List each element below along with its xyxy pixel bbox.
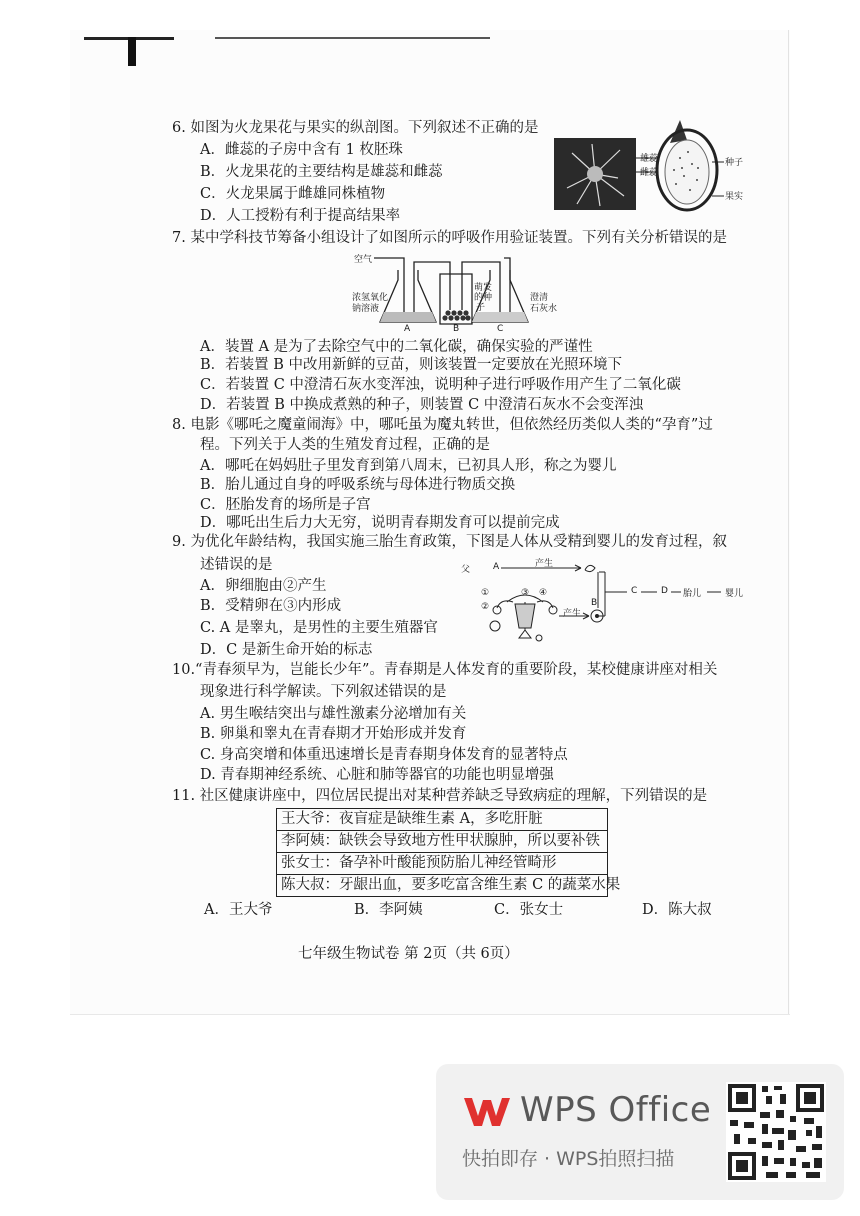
question-7-option-b: B．若装置 B 中改用新鲜的豆苗，则该装置一定要放在光照环境下 (200, 357, 623, 373)
label-device-c: C (497, 324, 504, 334)
wps-subtitle: 快拍即存 · WPS拍照扫描 (462, 1148, 675, 1170)
question-8-stem-2: 程。下列关于人类的生殖发育过程，正确的是 (200, 437, 490, 453)
question-8-option-c: C．胚胎发育的场所是子宫 (200, 497, 371, 513)
label-naoh-2: 钠溶液 (352, 304, 380, 314)
table-row: 陈大叔：牙龈出血，要多吃富含维生素 C 的蔬菜水果 (277, 874, 607, 896)
label-device-b: B (453, 324, 460, 334)
label-c: C (631, 586, 638, 596)
label-produce-bottom: 产生 (563, 609, 582, 619)
question-7-stem: 7. 某中学科技节筹备小组设计了如图所示的呼吸作用验证装置。下列有关分析错误的是 (172, 230, 727, 246)
question-9-stem-1: 9. 为优化年龄结构，我国实施三胎生育政策，下图是人体从受精到婴儿的发育过程，叙 (172, 534, 727, 550)
label-b: B (591, 598, 598, 608)
development-diagram (455, 558, 755, 648)
question-7-option-d: D．若装置 B 中换成煮熟的种子，则装置 C 中澄清石灰水不会变浑浊 (200, 397, 644, 413)
question-10-option-b: B. 卵巢和睾丸在青春期才开始形成并发育 (200, 726, 467, 742)
table-row: 李阿姨：缺铁会导致地方性甲状腺肿，所以要补铁 (277, 830, 607, 852)
label-stamen: 雄蕊 (640, 154, 659, 164)
label-seed: 种子 (725, 158, 744, 168)
question-10-option-d: D. 青春期神经系统、心脏和肺等器官的功能也明显增强 (200, 767, 554, 783)
scan-mark (215, 37, 490, 39)
question-7-option-c: C．若装置 C 中澄清石灰水变浑浊，说明种子进行呼吸作用产生了二氧化碳 (200, 377, 681, 393)
label-fruit: 果实 (725, 192, 744, 202)
label-fetus: 胎儿 (683, 589, 702, 599)
question-8-option-b: B．胎儿通过自身的呼吸系统与母体进行物质交换 (200, 477, 516, 493)
label-limewater-1: 澄清 (530, 293, 549, 303)
development-process-figure (455, 558, 755, 648)
question-7-option-a: A．装置 A 是为了去除空气中的二氧化碳，确保实验的严谨性 (200, 339, 593, 355)
question-9-option-b: B．受精卵在③内形成 (200, 598, 342, 614)
page-footer: 七年级生物试卷 第 2页（共 6页） (298, 946, 519, 962)
question-9-option-c: C. A 是睾丸，是男性的主要生殖器官 (200, 620, 438, 636)
label-pistil: 雌蕊 (640, 168, 659, 178)
label-num-1: ① (481, 588, 490, 598)
qr-code-icon (726, 1082, 826, 1182)
label-seeds-2: 的种 (474, 293, 493, 303)
label-a: A (493, 562, 500, 572)
residents-table (276, 808, 621, 897)
label-seeds-3: 子 (476, 303, 486, 313)
label-air: 空气 (354, 255, 373, 265)
page-edge-right (788, 30, 789, 1015)
question-8-option-d: D．哪吒出生后力大无穷，说明青春期发育可以提前完成 (200, 515, 560, 531)
wps-logo-icon (462, 1094, 512, 1130)
label-num-3: ③ (521, 588, 530, 598)
scan-mark (128, 37, 136, 66)
question-8-stem-1: 8. 电影《哪吒之魔童闹海》中，哪吒虽为魔丸转世，但依然经历类似人类的“孕育”过 (172, 417, 713, 433)
label-num-2: ② (481, 602, 490, 612)
label-device-a: A (404, 324, 411, 334)
question-10-option-a: A. 男生喉结突出与雄性激素分泌增加有关 (200, 706, 467, 722)
page-edge-bottom (70, 1014, 790, 1015)
question-11-option-b: B．李阿姨 (354, 902, 423, 918)
question-11-stem: 11. 社区健康讲座中，四位居民提出对某种营养缺乏导致病症的理解，下列错误的是 (172, 788, 708, 804)
question-6-option-c: C．火龙果属于雌雄同株植物 (200, 186, 386, 202)
table-row: 张女士：备孕补叶酸能预防胎儿神经管畸形 (277, 852, 607, 874)
question-6-option-b: B．火龙果花的主要结构是雄蕊和雌蕊 (200, 164, 443, 180)
label-limewater-2: 石灰水 (530, 304, 558, 314)
label-num-4: ④ (539, 588, 548, 598)
label-baby: 婴儿 (725, 589, 744, 599)
table-row: 王大爷：夜盲症是缺维生素 A，多吃肝脏 (281, 811, 543, 827)
label-produce-top: 产生 (535, 559, 554, 569)
question-6-stem: 6. 如图为火龙果花与果实的纵剖图。下列叙述不正确的是 (172, 120, 539, 136)
label-d: D (661, 586, 668, 596)
question-9-option-a: A．卵细胞由②产生 (200, 578, 327, 594)
respiration-apparatus-figure (350, 250, 560, 334)
question-10-option-c: C. 身高突增和体重迅速增长是青春期身体发育的显著特点 (200, 747, 568, 763)
question-10-stem-2: 现象进行科学解读。下列叙述错误的是 (200, 684, 447, 700)
question-6-option-a: A．雌蕊的子房中含有 1 枚胚珠 (200, 142, 403, 158)
question-11-option-d: D．陈大叔 (642, 902, 712, 918)
wps-brand: WPS Office (520, 1090, 712, 1130)
label-seeds-1: 萌发 (474, 283, 493, 293)
label-father: 父 (461, 565, 471, 575)
question-9-option-d: D．C 是新生命开始的标志 (200, 642, 373, 658)
question-6-option-d: D．人工授粉有利于提高结果率 (200, 208, 401, 224)
question-9-stem-2: 述错误的是 (200, 557, 273, 573)
question-11-option-a: A．王大爷 (204, 902, 273, 918)
label-naoh-1: 浓氢氧化 (352, 293, 389, 303)
wps-watermark (436, 1064, 844, 1200)
dragon-fruit-figure (552, 118, 742, 213)
question-8-option-a: A．哪吒在妈妈肚子里发育到第八周末，已初具人形，称之为婴儿 (200, 458, 617, 474)
question-11-option-c: C．张女士 (494, 902, 564, 918)
question-10-stem-1: 10.“青春须早为，岂能长少年”。青春期是人体发育的重要阶段，某校健康讲座对相关 (172, 662, 718, 678)
